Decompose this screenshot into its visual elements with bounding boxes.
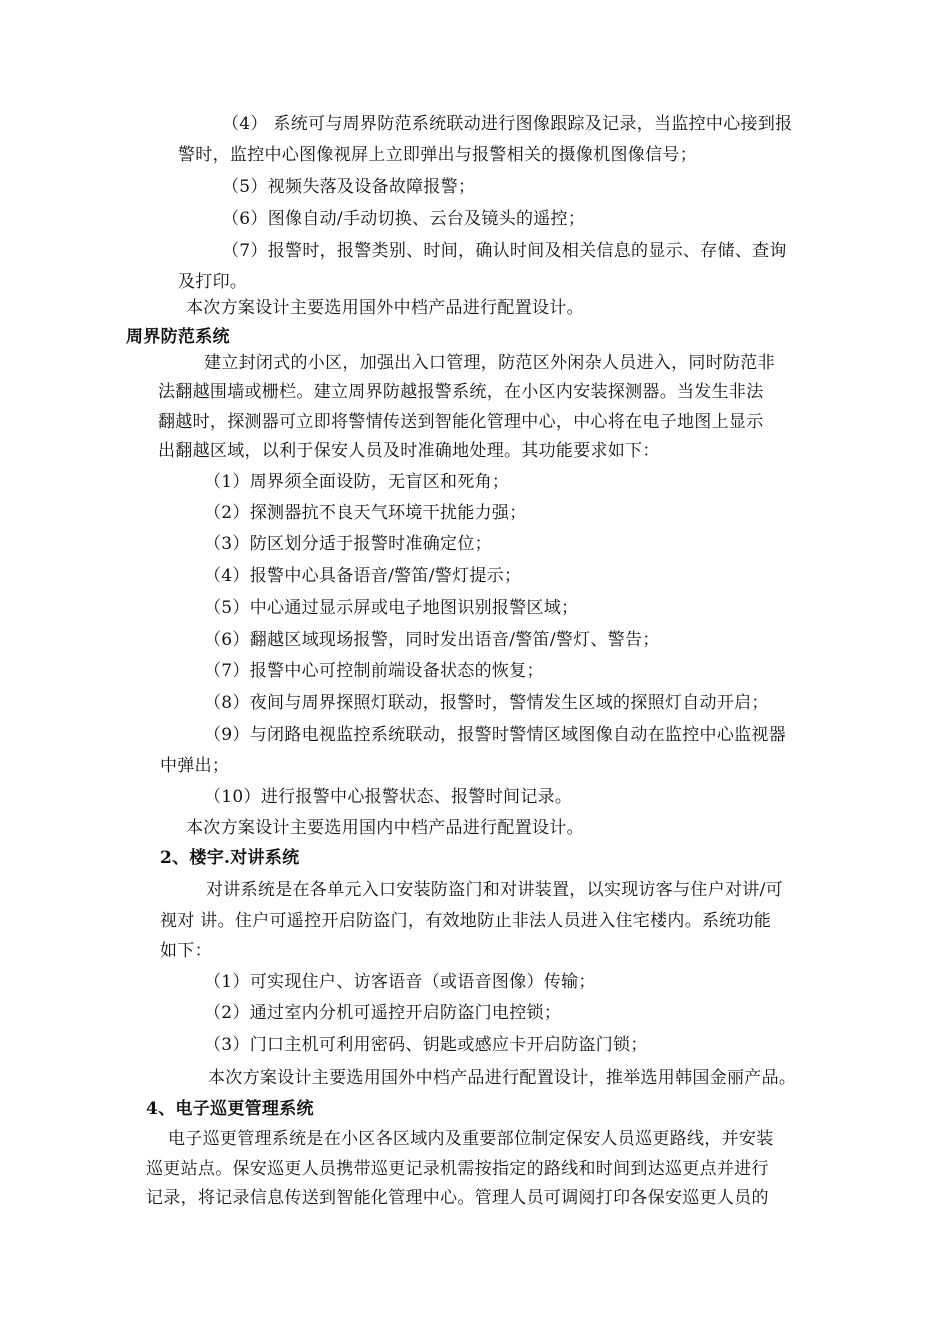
list-item: （3）防区划分适于报警时准确定位； — [204, 534, 492, 554]
list-item-continuation: 及打印。 — [178, 272, 248, 292]
paragraph-line: 对讲系统是在各单元入口安装防盗门和对讲装置，以实现访客与住户对讲/可 — [206, 880, 783, 900]
paragraph-line: 出翻越区域，以利于保安人员及时准确地处理。其功能要求如下： — [158, 441, 660, 461]
list-item: （3）门口主机可利用密码、钥匙或感应卡开启防盗门锁； — [204, 1035, 648, 1055]
list-item: （2）探测器抗不良天气环境干扰能力强； — [204, 503, 527, 523]
paragraph-line: 巡更站点。保安巡更人员携带巡更记录机需按指定的路线和时间到达巡更点并进行 — [146, 1159, 769, 1179]
list-item: （5）视频失落及设备故障报警； — [222, 177, 476, 197]
paragraph-line: 翻越时，探测器可立即将警情传送到智能化管理中心，中心将在电子地图上显示 — [158, 412, 764, 432]
list-item: （1）周界须全面设防，无盲区和死角； — [204, 472, 510, 492]
list-item: （8）夜间与周界探照灯联动，报警时，警情发生区域的探照灯自动开启； — [204, 693, 769, 713]
section-note: 本次方案设计主要选用国外中档产品进行配置设计。 — [186, 298, 584, 318]
list-item: （1）可实现住户、访客语音（或语音图像）传输； — [204, 972, 596, 992]
paragraph-line: 记录，将记录信息传送到智能化管理中心。管理人员可调阅打印各保安巡更人员的 — [146, 1188, 769, 1208]
list-item: （6）图像自动/手动切换、云台及镜头的遥控； — [222, 209, 586, 229]
paragraph-line: 电子巡更管理系统是在小区各区域内及重要部位制定保安人员巡更路线，并安装 — [168, 1129, 774, 1149]
list-item: （9）与闭路电视监控系统联动，报警时警情区域图像自动在监控中心监视器 — [204, 725, 787, 745]
section-note: 本次方案设计主要选用国内中档产品进行配置设计。 — [186, 818, 584, 838]
list-item: （7）报警中心可控制前端设备状态的恢复； — [204, 661, 544, 681]
list-item: （6）翻越区域现场报警，同时发出语音/警笛/警灯、警告； — [204, 630, 660, 650]
list-item: （5）中心通过显示屏或电子地图识别报警区域； — [204, 598, 579, 618]
list-item: （2）通过室内分机可遥控开启防盗门电控锁； — [204, 1003, 562, 1023]
list-item: （7）报警时，报警类别、时间，确认时间及相关信息的显示、存储、查询 — [222, 241, 787, 261]
list-item: （10）进行报警中心报警状态、报警时间记录。 — [204, 787, 573, 807]
section-heading: 4、电子巡更管理系统 — [146, 1099, 314, 1119]
list-item: （4）报警中心具备语音/警笛/警灯提示； — [204, 566, 522, 586]
list-item: （4） 系统可与周界防范系统联动进行图像跟踪及记录，当监控中心接到报 — [222, 114, 793, 134]
paragraph-line: 如下： — [160, 941, 212, 961]
section-note: 本次方案设计主要选用国外中档产品进行配置设计，推举选用韩国金丽产品。 — [208, 1068, 797, 1088]
paragraph-line: 建立封闭式的小区，加强出入口管理，防范区外闲杂人员进入，同时防范非 — [204, 353, 775, 373]
section-heading: 2、楼宇.对讲系统 — [160, 848, 300, 868]
paragraph-line: 视对 讲。住户可遥控开启防盗门，有效地防止非法人员进入住宅楼内。系统功能 — [160, 911, 772, 931]
paragraph-line: 法翻越围墙或栅栏。建立周界防越报警系统，在小区内安装探测器。当发生非法 — [158, 382, 764, 402]
list-item-continuation: 警时，监控中心图像视屏上立即弹出与报警相关的摄像机图像信号； — [178, 145, 697, 165]
list-item-continuation: 中弹出； — [160, 756, 230, 776]
section-heading: 周界防范系统 — [126, 327, 230, 347]
